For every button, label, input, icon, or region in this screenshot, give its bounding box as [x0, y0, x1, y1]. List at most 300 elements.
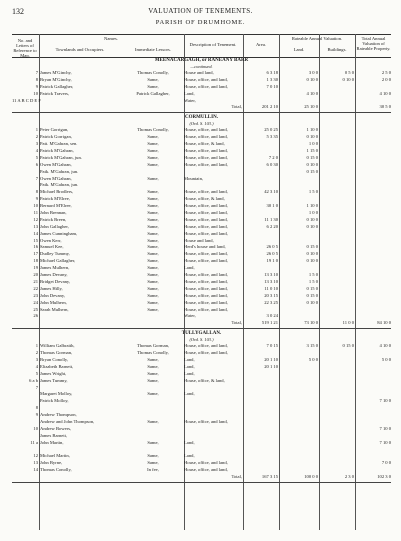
cell-desc: House, office, and land, — [184, 216, 228, 222]
cell-desc: Land, — [184, 391, 195, 397]
cell-land: 0 10 0 — [306, 223, 318, 229]
cell-desc: House, office, and land, — [184, 467, 228, 473]
cell-area: 22 3 25 — [264, 299, 278, 305]
total-row — [12, 320, 391, 327]
cell-land: 0 10 0 — [306, 251, 318, 257]
cell-town: James Tummy, — [40, 377, 68, 383]
cell-less: Same, — [147, 154, 159, 160]
cell-town: Patrick Travers, — [40, 90, 70, 96]
cell-land: 0 15 0 — [306, 168, 318, 174]
cell-desc: House, office, and land, — [184, 83, 228, 89]
table-row — [12, 385, 391, 392]
total-tot: 102 3 0 — [377, 474, 391, 480]
cell-no: 8 — [35, 76, 38, 82]
cell-town: James Devany, — [40, 272, 68, 278]
cell-area: 20 1 10 — [264, 363, 278, 369]
table-row — [12, 210, 391, 217]
cell-desc: House and land, — [184, 237, 214, 243]
cell-desc: Land, — [184, 265, 195, 271]
cell-area: 20 3 15 — [264, 292, 278, 298]
table-row — [12, 313, 391, 320]
cell-no: 11 a — [30, 439, 38, 445]
cell-less: Same, — [147, 189, 159, 195]
table-row — [12, 182, 391, 189]
cell-town: Bryan Conolly, — [40, 356, 69, 362]
cell-less: Same, — [147, 237, 159, 243]
cell-town: Elizabeth Barnett, — [40, 363, 74, 369]
table-header — [12, 34, 391, 58]
header-no: No. and Letters of Reference to Map. — [13, 38, 37, 58]
cell-town: John Byrne, — [40, 460, 63, 466]
table-row — [12, 189, 391, 196]
cell-less: Thomas Conolly, — [137, 127, 169, 133]
cell-no: 22 — [33, 285, 38, 291]
section-subtitle: (Ord. S. 103.) — [189, 121, 214, 127]
cell-no: 10 — [33, 203, 38, 209]
cell-area: 42 3 10 — [264, 189, 278, 195]
cell-less: Same, — [147, 265, 159, 271]
cell-desc: House, office, and land, — [184, 343, 228, 349]
cell-less: Same, — [147, 356, 159, 362]
cell-desc: House, office, and land, — [184, 350, 228, 356]
cell-no: 21 — [33, 278, 38, 284]
table-row — [12, 238, 391, 245]
cell-tot: 4 10 0 — [379, 343, 391, 349]
cell-land: 0 15 0 — [306, 154, 318, 160]
cell-no: 2 — [35, 350, 38, 356]
cell-less: Same, — [147, 377, 159, 383]
table-row — [12, 203, 391, 210]
table-row — [12, 453, 391, 460]
cell-no: 2 — [35, 134, 38, 140]
cell-land: 0 10 0 — [306, 258, 318, 264]
cell-no: 3 — [35, 356, 38, 362]
table-row — [12, 440, 391, 447]
table-row — [12, 176, 391, 183]
section-subtitle: (Ord. S. 103.) — [189, 337, 214, 343]
cell-town: Owen Kerr, — [40, 237, 62, 243]
table-row — [12, 467, 391, 474]
cell-land: 1 5 0 — [308, 189, 318, 195]
table-row — [12, 84, 391, 91]
total-row — [12, 474, 391, 481]
cell-town: Patrick M'Elree, — [40, 196, 70, 202]
table-row — [12, 162, 391, 169]
cell-no: 24 — [33, 299, 38, 305]
cell-no: 18 — [33, 258, 38, 264]
cell-desc: Mountain, — [184, 175, 204, 181]
cell-desc: House and land, — [184, 70, 214, 75]
cell-no: 15 — [33, 237, 38, 243]
cell-town: Patrick Gorrigan, — [40, 134, 72, 140]
cell-town: Bryan M'Ginchy, — [40, 76, 72, 82]
cell-land: 0 15 0 — [306, 285, 318, 291]
page-subtitle: PARISH OF DRUMHOME. — [155, 19, 246, 26]
cell-area: 13 3 10 — [264, 278, 278, 284]
cell-no: 8 — [35, 405, 38, 411]
total-land: 25 10 0 — [304, 104, 318, 110]
cell-less: Same, — [147, 251, 159, 257]
cell-desc: Land, — [184, 363, 195, 369]
cell-land: 1 10 0 — [306, 203, 318, 209]
cell-desc: House, office, and land, — [184, 272, 228, 278]
cell-area: 6 2 20 — [266, 223, 278, 229]
cell-no: 11 A B C D E F — [12, 97, 41, 103]
table-row — [12, 258, 391, 265]
table-row — [12, 286, 391, 293]
table-row — [12, 405, 391, 412]
table-row — [12, 70, 391, 77]
table-row — [12, 98, 391, 105]
cell-town: Peter Gorrigan, — [40, 127, 69, 133]
table-row — [12, 127, 391, 134]
cell-desc: House, office, and land, — [184, 230, 228, 236]
cell-bld: 0 10 0 — [342, 76, 354, 82]
header-area: Area. — [255, 42, 267, 47]
table-row — [12, 300, 391, 307]
total-area: 519 1 21 — [261, 320, 278, 326]
section-subtitle: —continued. — [190, 64, 213, 69]
table-body — [12, 57, 391, 484]
cell-area: 5 3 35 — [266, 134, 278, 140]
cell-desc: House, office, and land, — [184, 154, 228, 160]
table-row — [12, 217, 391, 224]
table-row — [12, 447, 391, 454]
cell-less: Same, — [147, 161, 159, 167]
cell-desc: House, office, and land, — [184, 189, 228, 195]
cell-no: 9 — [35, 196, 38, 202]
cell-land: 0 10 0 — [306, 299, 318, 305]
cell-land: 4 10 0 — [306, 90, 318, 96]
total-label: Total, — [231, 320, 242, 326]
cell-no: 26 — [33, 313, 38, 319]
cell-town: John Brennan, — [40, 210, 67, 216]
cell-land: 1 5 0 — [308, 272, 318, 278]
cell-desc: Land, — [184, 356, 195, 362]
cell-area: 30 1 0 — [266, 203, 278, 209]
cell-town: Sarah Mulhern, — [40, 306, 69, 312]
cell-town: Bernard M'Elree, — [40, 203, 72, 209]
cell-town: Patk. M'Gahran, jun. — [40, 182, 79, 188]
page-number: 132 — [12, 7, 24, 16]
cell-less: Same, — [147, 418, 159, 424]
cell-town: James Hilly, — [40, 285, 63, 291]
table-row — [12, 231, 391, 238]
table-row — [12, 419, 391, 426]
cell-less: Same, — [147, 391, 159, 397]
cell-town: Thomas Conolly, — [40, 467, 72, 473]
total-label: Total, — [231, 104, 242, 110]
table-row — [12, 244, 391, 251]
section-divider — [12, 482, 391, 483]
table-row — [12, 134, 391, 141]
cell-town: Patrick M'Gahran, — [40, 148, 74, 154]
cell-desc: House, office, and land, — [184, 148, 228, 154]
cell-desc: House, office, and land, — [184, 161, 228, 167]
cell-less: Same, — [147, 272, 159, 278]
header-buildings: Buildings. — [327, 47, 347, 52]
table-row — [12, 155, 391, 162]
cell-area: 1 3 30 — [266, 76, 278, 82]
cell-less: Same, — [147, 134, 159, 140]
cell-no: 7 — [35, 175, 38, 181]
total-bld: 11 0 0 — [342, 320, 354, 326]
table-row — [12, 307, 391, 314]
cell-no: 13 — [33, 460, 38, 466]
cell-no: 3 — [35, 141, 38, 147]
cell-no: 10 — [33, 425, 38, 431]
cell-no: 4 — [35, 363, 38, 369]
table-row — [12, 141, 391, 148]
total-area: 167 3 15 — [261, 474, 278, 480]
cell-no: 6 — [35, 161, 38, 167]
cell-town: Andrew Bowers, — [40, 425, 72, 431]
cell-land: 1 0 0 — [308, 210, 318, 216]
table-row — [12, 371, 391, 378]
table-row — [12, 148, 391, 155]
cell-area: 20 1 10 — [264, 356, 278, 362]
cell-town: Patrick Gallagher, — [40, 83, 74, 89]
cell-area: 11 0 10 — [264, 285, 278, 291]
cell-desc: House, office, and land, — [184, 418, 228, 424]
cell-area: 13 3 10 — [264, 272, 278, 278]
cell-desc: Water, — [184, 313, 196, 319]
cell-tot: 7 10 0 — [379, 425, 391, 431]
cell-desc: House, office, and land, — [184, 292, 228, 298]
cell-tot: 4 10 0 — [379, 90, 391, 96]
cell-no: 6 a b — [29, 377, 38, 383]
header-land: Land. — [293, 47, 305, 52]
cell-land: 3 15 0 — [306, 343, 318, 349]
cell-no: 12 — [33, 453, 38, 459]
cell-tot: 2 5 0 — [381, 70, 391, 75]
cell-no: 9 — [35, 83, 38, 89]
header-rateable: Rateable Annual Valuation. — [291, 36, 343, 41]
table-row — [12, 224, 391, 231]
cell-tot: 7 10 0 — [379, 439, 391, 445]
cell-less: Same, — [147, 230, 159, 236]
cell-land: 1 10 0 — [306, 127, 318, 133]
cell-tot: 7 10 0 — [379, 398, 391, 404]
cell-less: Same, — [147, 76, 159, 82]
cell-no: 19 — [33, 265, 38, 271]
cell-land: 1 0 0 — [308, 141, 318, 147]
cell-town: Owen M'Gahran, — [40, 161, 72, 167]
cell-bld: 0 5 0 — [344, 70, 354, 75]
cell-town: Michael Gallagher, — [40, 258, 76, 264]
cell-area: 3 0 24 — [266, 313, 278, 319]
table-row — [12, 343, 391, 350]
cell-desc: House, office, and land, — [184, 251, 228, 257]
cell-less: Same, — [147, 460, 159, 466]
cell-land: 1 15 0 — [306, 148, 318, 154]
cell-town: Michael Brodlers, — [40, 189, 74, 195]
header-total: Total Annual Valuation of Rateable Property. — [356, 36, 391, 51]
cell-no: 5 — [35, 370, 38, 376]
cell-desc: House, office, and land, — [184, 76, 228, 82]
cell-town: John Devany, — [40, 292, 65, 298]
cell-less: Same, — [147, 175, 159, 181]
cell-desc: House, office, and land, — [184, 223, 228, 229]
cell-less: Same, — [147, 306, 159, 312]
cell-town: Patt. M'Gahran, sen. — [40, 141, 78, 147]
cell-town: Andrew Thompson, — [40, 412, 77, 418]
cell-town: Margaret Molloy, — [40, 391, 73, 397]
cell-town: Patrick M'Gahran, jun. — [40, 154, 82, 160]
cell-no: 9 — [35, 412, 38, 418]
cell-desc: House, office, & land, — [184, 141, 225, 147]
cell-town: John Martin, — [40, 439, 64, 445]
table-row — [12, 272, 391, 279]
cell-town: Patrick Molloy, — [40, 398, 69, 404]
total-land: 73 10 0 — [304, 320, 318, 326]
cell-less: Same, — [147, 203, 159, 209]
cell-no: 10 — [33, 90, 38, 96]
total-tot: 84 10 0 — [377, 320, 391, 326]
cell-tot: 5 0 0 — [381, 356, 391, 362]
cell-no: 1 — [35, 127, 38, 133]
table-row — [12, 412, 391, 419]
cell-land: 3 0 0 — [308, 70, 318, 75]
cell-town: James Mulhern, — [40, 265, 70, 271]
cell-no: 7 — [35, 70, 38, 75]
cell-town: James Cunningham, — [40, 230, 78, 236]
total-bld: 2 3 0 — [344, 474, 354, 480]
cell-less: Thomas Conolly, — [137, 70, 169, 75]
cell-town: Thomas Gorman, — [40, 350, 73, 356]
cell-tot: 2 0 0 — [381, 76, 391, 82]
section-divider — [12, 112, 391, 113]
cell-area: 19 1 0 — [266, 258, 278, 264]
table-row — [12, 77, 391, 84]
cell-town: John Gallagher, — [40, 223, 69, 229]
cell-no: 8 — [35, 189, 38, 195]
section-title: CORMULLIN. — [185, 115, 218, 121]
cell-area: 7 0 10 — [266, 83, 278, 89]
table-row — [12, 279, 391, 286]
header-townland: Townlands and Occupiers. — [55, 47, 105, 52]
cell-desc: House, office, and land, — [184, 258, 228, 264]
cell-town: William Galbraith, — [40, 343, 75, 349]
page-title: VALUATION OF TENEMENTS. — [148, 7, 253, 15]
cell-desc: Herd's house and land, — [184, 244, 226, 250]
cell-town: James Wright, — [40, 370, 67, 376]
cell-desc: Land, — [184, 370, 195, 376]
cell-town: Dudley Tummy, — [40, 251, 70, 257]
cell-town: John Mulhern, — [40, 299, 67, 305]
cell-no: 1 — [35, 343, 38, 349]
table-row — [12, 357, 391, 364]
cell-town: Samuel Kee, — [40, 244, 64, 250]
cell-desc: House, office, and land, — [184, 127, 228, 133]
cell-desc: Land, — [184, 439, 195, 445]
table-row — [12, 350, 391, 357]
total-tot: 30 5 0 — [379, 104, 391, 110]
cell-no: 13 — [33, 223, 38, 229]
cell-town: Patrick Breen, — [40, 216, 67, 222]
cell-less: Same, — [147, 299, 159, 305]
cell-area: 7 2 0 — [268, 154, 278, 160]
section-title: TULLYGALLAN. — [181, 331, 222, 337]
cell-less: Same, — [147, 141, 159, 147]
cell-desc: Land, — [184, 453, 195, 459]
cell-no: 12 — [33, 216, 38, 222]
cell-land: 0 10 0 — [306, 76, 318, 82]
cell-desc: Water, — [184, 97, 196, 103]
cell-desc: House, office, and land, — [184, 460, 228, 466]
cell-less: Same, — [147, 148, 159, 154]
cell-less: Same, — [147, 223, 159, 229]
table-row — [12, 378, 391, 385]
cell-land: 0 10 0 — [306, 134, 318, 140]
table-row — [12, 265, 391, 272]
cell-desc: House, office, and land, — [184, 210, 228, 216]
cell-town: Bridget Devany, — [40, 278, 71, 284]
cell-less: Same, — [147, 83, 159, 89]
cell-less: In fee, — [147, 467, 159, 473]
cell-desc: Land, — [184, 90, 195, 96]
table-row — [12, 460, 391, 467]
header-lessors: Immediate Lessors. — [135, 47, 171, 52]
cell-less: Same, — [147, 278, 159, 284]
cell-less: Same, — [147, 285, 159, 291]
cell-no: 17 — [33, 251, 38, 257]
cell-no: 16 — [33, 244, 38, 250]
cell-area: 26 0 5 — [266, 251, 278, 257]
cell-less: Same, — [147, 439, 159, 445]
cell-no: 23 — [33, 292, 38, 298]
cell-less: Same, — [147, 196, 159, 202]
cell-desc: House, office, & land, — [184, 196, 225, 202]
cell-land: 1 5 0 — [308, 278, 318, 284]
cell-bld: 0 15 0 — [342, 343, 354, 349]
cell-no: 20 — [33, 272, 38, 278]
table-row — [12, 293, 391, 300]
header-names: Names. — [104, 36, 118, 41]
cell-no: 4 — [35, 148, 38, 154]
cell-town: Andrew and John Thompson, — [40, 418, 95, 424]
header-description: Description of Tenement. — [189, 42, 237, 47]
cell-desc: House, office, and land, — [184, 285, 228, 291]
section-title: MEENACARGAGH, or RANEANY BARR — [154, 58, 249, 63]
cell-town: James M'Ginchy, — [40, 70, 72, 75]
cell-town: Owen M'Gahran, — [40, 175, 72, 181]
cell-land: 0 10 0 — [306, 161, 318, 167]
cell-land: 0 10 0 — [306, 216, 318, 222]
cell-area: 11 1 30 — [264, 216, 278, 222]
cell-less: Thomas Conolly, — [137, 350, 169, 356]
total-area: 201 2 10 — [261, 104, 278, 110]
cell-desc: House, office, and land, — [184, 203, 228, 209]
cell-area: 25 0 25 — [264, 127, 278, 133]
cell-less: Same, — [147, 244, 159, 250]
cell-less: Patrick Gallagher, — [136, 90, 170, 96]
cell-no: 25 — [33, 306, 38, 312]
total-row — [12, 104, 391, 111]
cell-less: Same, — [147, 258, 159, 264]
cell-area: 6 3 18 — [266, 70, 278, 75]
cell-less: Same, — [147, 370, 159, 376]
section-divider — [12, 328, 391, 329]
cell-area: 7 0 15 — [266, 343, 278, 349]
table-row — [12, 426, 391, 433]
table-row — [12, 433, 391, 440]
cell-desc: House, office, & land, — [184, 377, 225, 383]
cell-land: 0 15 0 — [306, 292, 318, 298]
cell-desc: House, office, and land, — [184, 278, 228, 284]
cell-desc: House, office, and land, — [184, 134, 228, 140]
total-land: 100 0 0 — [304, 474, 318, 480]
